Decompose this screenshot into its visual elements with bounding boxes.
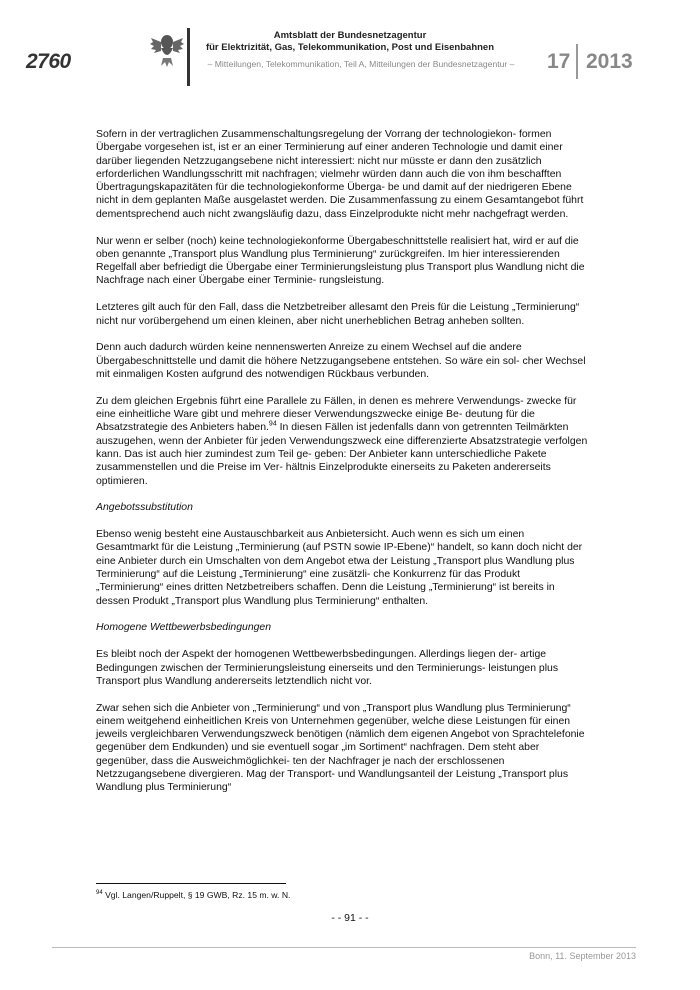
footer-date: Bonn, 11. September 2013 (529, 951, 636, 961)
paragraph: Sofern in der vertraglichen Zusammenschaltungsregelung der Vorrang der technologiekon- formen Übergabe vorgesehen ist, ist er an einer Terminierung auf einer anderen Technologie und damit einer darüber liegenden Netzzugangsebene nicht interessiert: nicht nur müsste er dann den zusätzlich erforderlichen Wandlungsschritt mit nachfragen; vielmehr würden dann auch die von ihm beschafften Übertragungskapazitäten für die technologiekonforme Überga- be und damit auf der niedrigeren Ebene nicht in dem geplanten Maße ausgelastet werden. Die Zusammenfassung zu einem Gesamtangebot führt dementsprechend auch nicht zwangsläufig dazu, dass Einzelprodukte nicht mehr nachgefragt werden. (96, 129, 584, 220)
paragraph-text: Zu dem gleichen Ergebnis führt eine Parallele zu Fällen, in denen es mehrere Verwendungs- zwecke für eine einheitliche Ware gibt und mehrere dieser Verwendungszwecke einige Be- deutung für die Absatzstrategie des Anbieters haben. (96, 395, 577, 434)
footnote-reference[interactable]: 94 (268, 420, 277, 428)
section-heading: Angebotssubstitution (96, 502, 193, 514)
paragraph: Es bleibt noch der Aspekt der homogenen Wettbewerbsbedingungen. Allerdings liegen der- artige Bedingungen zwischen der Terminierungsleistung einerseits und den Terminierungs- leistungen plus Transport plus Wandlung andererseits letztendlich nicht vor. (96, 649, 559, 687)
header-divider (187, 28, 190, 86)
footnote-divider (96, 883, 286, 884)
paragraph: Zwar sehen sich die Anbieter von „Terminierung“ und von „Transport plus Wandlung plus Terminierung“ einem weitgehend einheitlichen Kreis von Unternehmen gegenüber, welche diese Leistungen für einen jeweils vergleichbaren Verwendungszweck benötigen (nämlich dem eigenen Angebot von Sprachtelefonie gegenüber dem Endkunden) und sie eventuell sogar „im Sortiment“ nachfragen. Dem steht aber gegenüber, dass die Ausweichmöglichkei- ten der Nachfrager je nach der erschlossenen Netzzugangsebene divergieren. Mag der Transport- und Wandlungsanteil der Leistung „Transport plus Wandlung plus Terminierung“ (96, 702, 585, 794)
footnote (96, 890, 290, 900)
section-heading: Homogene Wettbewerbsbedingungen (96, 622, 272, 634)
paragraph: Denn auch dadurch würden keine nennenswerten Anreize zu einem Wechsel auf die andere Übergabeschnittstelle und damit die höhere Netzzugangsebene entstehen. So wäre ein sol- cher Wechsel mit einmaligen Kosten aufgrund des notwendigen Rückbaus verbunden. (96, 342, 586, 380)
paragraph: Nur wenn er selber (noch) keine technologiekonforme Übergabeschnittstelle realisiert hat, wird er auf die oben genannte „Transport plus Wandlung plus Terminierung“ zurückgreifen. Im hier interessierenden Regelfall aber befriedigt die Übergabe einer Terminierungsleistung plus Transport plus Wandlung nicht die Nachfrage nach einer Übergabe einer Terminie- rungsleistung. (96, 235, 585, 287)
journal-title-line-2: für Elektrizität, Gas, Telekommunikation, Post und Eisenbahnen (205, 42, 495, 53)
journal-subtitle: – Mitteilungen, Telekommunikation, Teil A, Mitteilungen der Bundesnetzagentur – (207, 59, 515, 69)
page-number: 2760 (26, 50, 71, 73)
footer-divider (52, 947, 636, 948)
journal-title-line-1: Amtsblatt der Bundesnetzagentur (273, 30, 427, 41)
footnote-number: 94 (96, 890, 103, 897)
issue-year: 2013 (586, 50, 633, 73)
paragraph-text: In diesen Fällen ist jedenfalls dann von getrennten Teilmärkten auszugehen, wenn der Anbieter für jeden Verwendungszweck eine differenzierte Absatzstrategie verfolgen kann. Das ist auch hier zumindest zum Teil ge- geben: Der Anbieter kann unterschiedliche Pakete zusammenstellen und die Preise im Ver- hältnis Einzelprodukte einerseits zu Paketen andererseits optimieren. (96, 422, 588, 487)
issue-divider (576, 44, 578, 79)
federal-eagle-icon (149, 28, 185, 68)
document-body (96, 128, 588, 808)
footnote-text: Vgl. Langen/Ruppelt, § 19 GWB, Rz. 15 m. w. N. (102, 890, 291, 900)
paragraph: Letzteres gilt auch für den Fall, dass die Netzbetreiber allesamt den Preis für die Leistung „Terminierung“ nicht nur vorübergehend um einen kleinen, aber nicht unerheblichen Betrag anheben sollten. (96, 302, 580, 327)
page-counter: - - 91 - - (331, 912, 369, 924)
issue-number: 17 (547, 50, 571, 73)
paragraph-with-footnote (96, 395, 588, 488)
paragraph: Ebenso wenig besteht eine Austauschbarkeit aus Anbietersicht. Auch wenn es sich um einen Gesamtmarkt für die Leistung „Terminierung (auf PSTN sowie IP-Ebene)“ handelt, so kann doch nicht der eine Anbieter durch ein Umschalten von dem Angebot etwa der Leistung „Transport plus Wandlung plus Terminierung“ auf die Leistung „Terminierung“ eine zusätzli- che Konkurrenz für das Produkt „Terminierung“ eines dritten Netzbetreibers schaffen. Denn die Leistung „Terminierung“ ist bereits in dessen Produkt „Transport plus Wandlung plus Terminierung“ enthalten. (96, 529, 583, 607)
journal-title (200, 30, 500, 54)
